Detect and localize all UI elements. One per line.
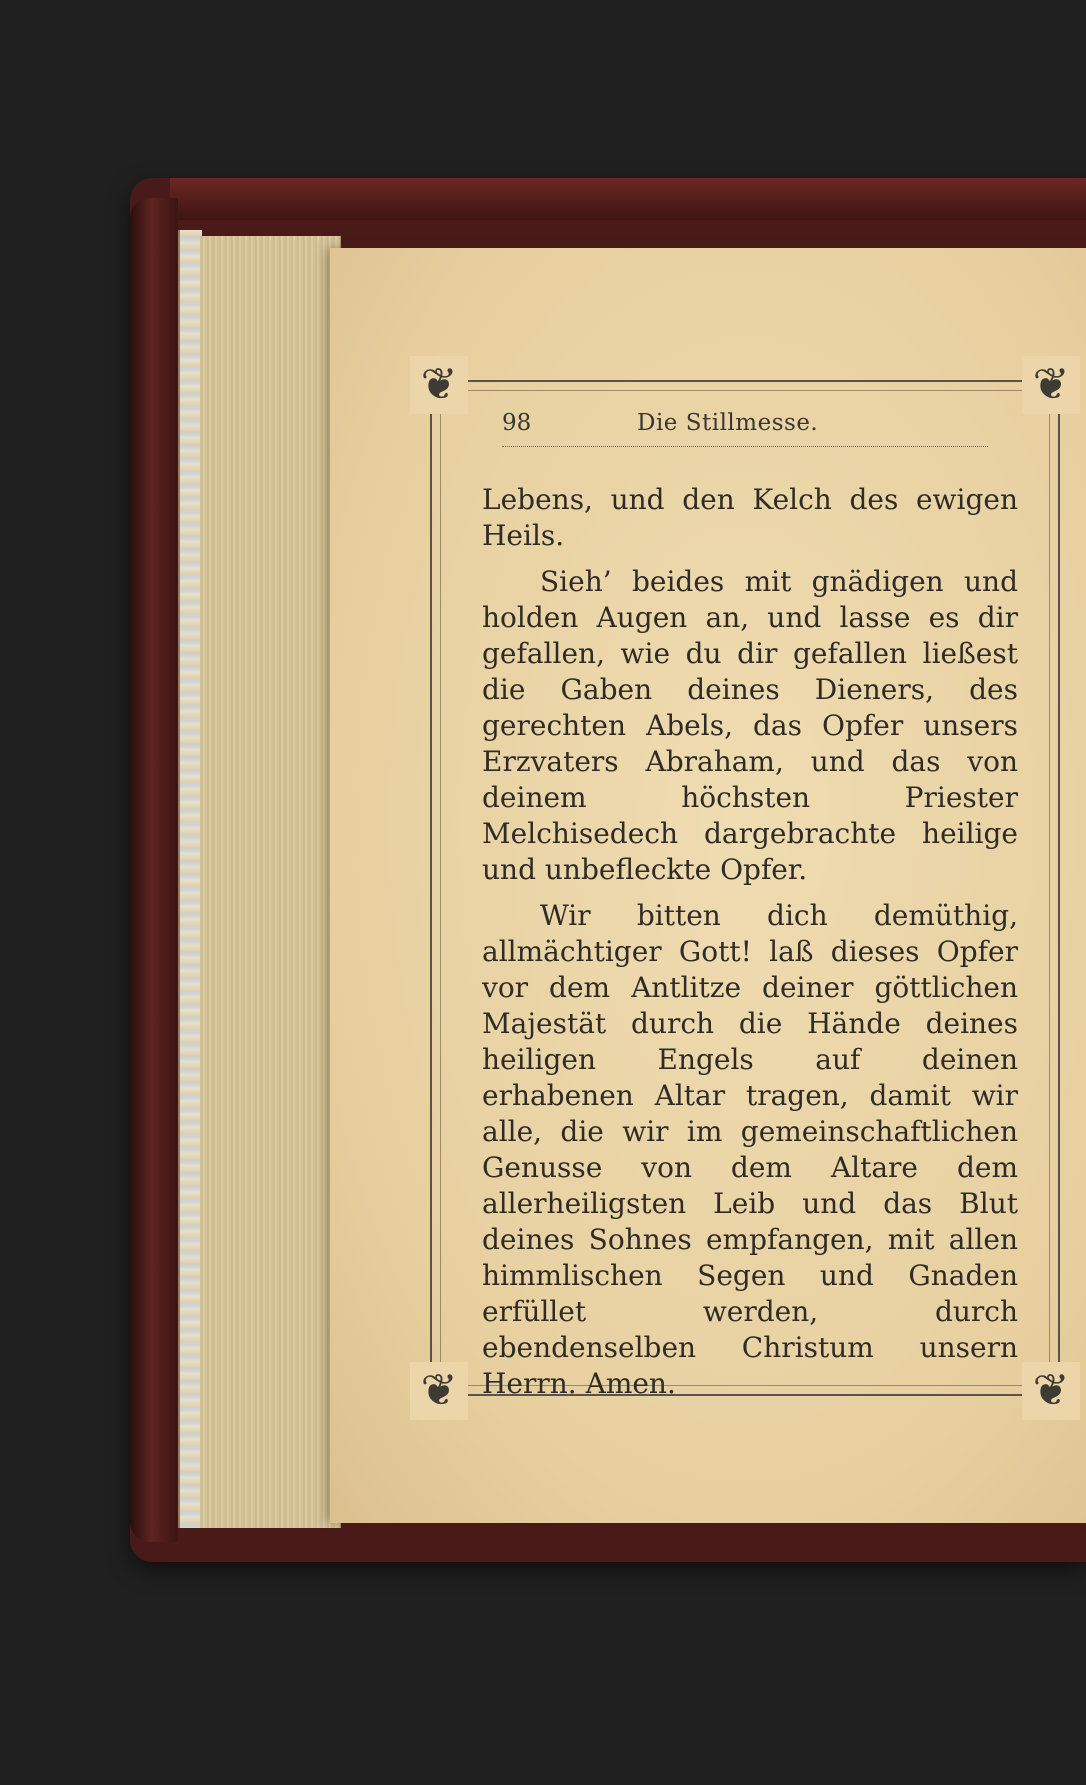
running-title: Die Stillmesse. bbox=[637, 410, 819, 436]
floral-corner-icon: ❦ bbox=[410, 1362, 468, 1420]
paragraph: Lebens, und den Kelch des ewigen Heils. bbox=[482, 483, 1018, 552]
main-text bbox=[482, 482, 1018, 1412]
book-spine bbox=[130, 198, 178, 1542]
paragraph: Sieh’ beides mit gnädigen und holden Augen an, und lasse es dir gefallen, wie du dir gefallen ließest die Gaben deines Dieners, des gerechten Abels, das Opfer unsers Erzvaters Abraham, und das von deinem höchsten Priester Melchisedech dargebrachte heilige und unbefleckte Opfer. bbox=[482, 565, 1018, 886]
page-block-edge bbox=[200, 236, 341, 1528]
page-header bbox=[502, 406, 988, 447]
page-number: 98 bbox=[502, 410, 532, 436]
book-top-edge bbox=[170, 178, 1086, 220]
floral-corner-icon: ❦ bbox=[1022, 1362, 1080, 1420]
paragraph: Wir bitten dich demüthig, allmächtiger Gott! laß dieses Opfer vor dem Antlitze deiner göttlichen Majestät durch die Hände deines heiligen Engels auf deinen erhabenen Altar tragen, damit wir alle, die wir im gemeinschaftlichen Genusse von dem Altare dem allerheiligsten Leib und das Blut deines Sohnes empfangen, mit allen himmlischen Segen und Gnaden erfüllet werden, durch ebendenselben Christum unsern Herrn. Amen. bbox=[482, 899, 1018, 1400]
floral-corner-icon: ❦ bbox=[410, 356, 468, 414]
floral-corner-icon: ❦ bbox=[1022, 356, 1080, 414]
marbled-page-edge bbox=[178, 230, 202, 1528]
